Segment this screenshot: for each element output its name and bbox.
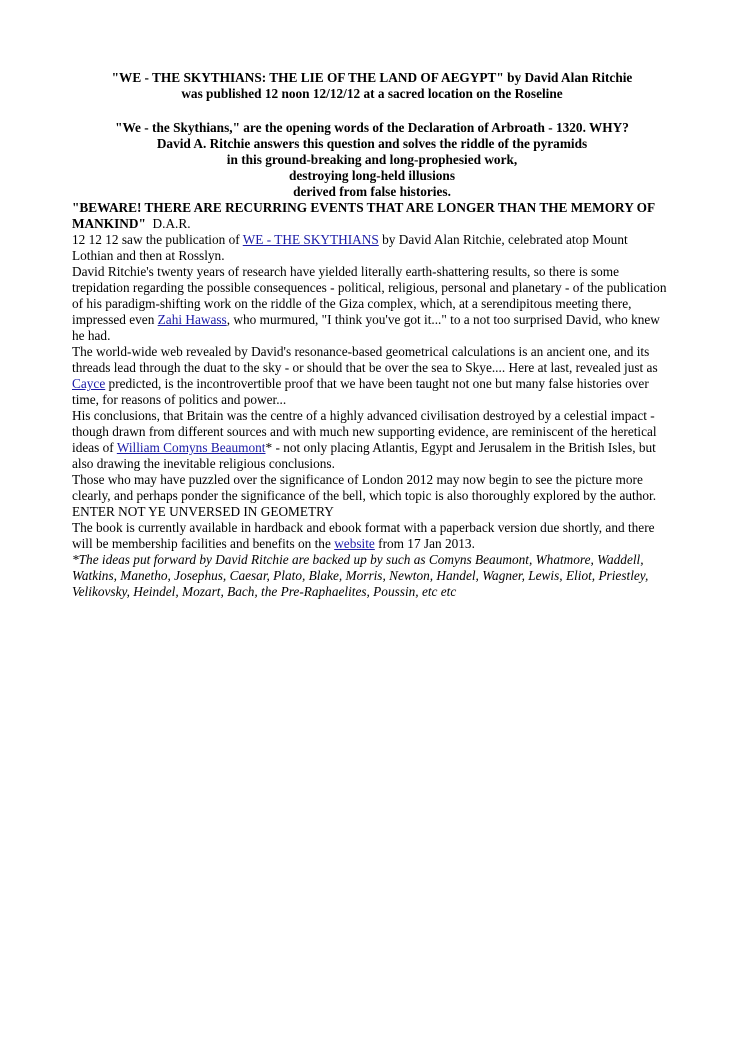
p2-after: , who murmured, "I think you've got it..." to a not too surprised David, who knew he had. [72, 312, 660, 343]
p3-after: predicted, is the incontrovertible proof that we have been taught not one but many false histories over time, for reasons of politics and power... [72, 376, 649, 407]
paragraph-publication [72, 232, 672, 264]
p2-before: David Ritchie's twenty years of research have yielded literally earth-shattering results, so there is some trepidation regarding the possible consequences - political, religious, personal and planetary - of the publication of his paradigm-shifting work on the riddle of the Giza complex, which, at a serendipitous meeting there, impressed even [72, 264, 667, 327]
p1-before: 12 12 12 saw the publication of [72, 232, 243, 247]
intro-line-4: destroying long-held illusions [288, 168, 455, 183]
paragraph-availability [72, 520, 672, 552]
title-line-2: was published 12 noon 12/12/12 at a sacred location on the Roseline [181, 86, 563, 101]
intro-line-3: in this ground-breaking and long-prophesied work, [226, 152, 518, 167]
website-link[interactable]: website [334, 536, 375, 551]
cayce-link[interactable]: Cayce [72, 376, 106, 391]
title-block [72, 70, 672, 102]
p4-after: * - not only placing Atlantis, Egypt and Jerusalem in the British Isles, but also drawing the inevitable religious conclusions. [72, 440, 656, 471]
intro-line-1: "We - the Skythians," are the opening words of the Declaration of Arbroath - 1320. WHY? [115, 120, 629, 135]
quote-signature: D.A.R. [152, 216, 191, 231]
p7-before: The book is currently available in hardback and ebook format with a paperback version due shortly, and there will be membership facilities and benefits on the [72, 520, 655, 551]
footnote: *The ideas put forward by David Ritchie are backed up by such as Comyns Beaumont, Whatmore, Waddell, Watkins, Manetho, Josephus, Caesar, Plato, Blake, Morris, Newton, Handel, Wagner, Lewis, Eliot, Priestley, Velikovsky, Heindel, Mozart, Bach, the Pre-Raphaelites, Poussin, etc etc [72, 552, 649, 599]
p7-after: from 17 Jan 2013. [374, 536, 475, 551]
paragraph-geometry: ENTER NOT YE UNVERSED IN GEOMETRY [72, 504, 334, 519]
intro-line-5: derived from false histories. [293, 184, 451, 199]
title-line-1: "WE - THE SKYTHIANS: THE LIE OF THE LAND OF AEGYPT" by David Alan Ritchie [111, 70, 633, 85]
document-page [72, 70, 672, 600]
p4-before: His conclusions, that Britain was the centre of a highly advanced civilisation destroyed by a celestial impact - though drawn from different sources and with much new supporting evidence, are reminiscent of the heretical ideas of [72, 408, 657, 455]
p3-before: The world-wide web revealed by David's resonance-based geometrical calculations is an ancient one, and its threads lead through the duat to the sky - or should that be over the sea to Skye.... Here at last, revealed just as [72, 344, 658, 375]
comyns-beaumont-link[interactable]: William Comyns Beaumont [116, 440, 266, 455]
paragraph-london: Those who may have puzzled over the significance of London 2012 may now begin to see the picture more clearly, and perhaps ponder the significance of the bell, which topic is also thoroughly explored by the author. [72, 472, 657, 503]
paragraph-conclusions [72, 408, 672, 472]
paragraph-research [72, 264, 672, 344]
intro-block [72, 120, 672, 200]
intro-line-2: David A. Ritchie answers this question and solves the riddle of the pyramids [156, 136, 588, 151]
zahi-hawass-link[interactable]: Zahi Hawass [157, 312, 227, 327]
p1-after: by David Alan Ritchie, celebrated atop Mount Lothian and then at Rosslyn. [72, 232, 628, 263]
paragraph-web [72, 344, 672, 408]
quote-heading [72, 200, 672, 232]
quote-heading-text: "BEWARE! THERE ARE RECURRING EVENTS THAT ARE LONGER THAN THE MEMORY OF MANKIND" [72, 200, 655, 231]
book-title-link[interactable]: WE - THE SKYTHIANS [242, 232, 379, 247]
